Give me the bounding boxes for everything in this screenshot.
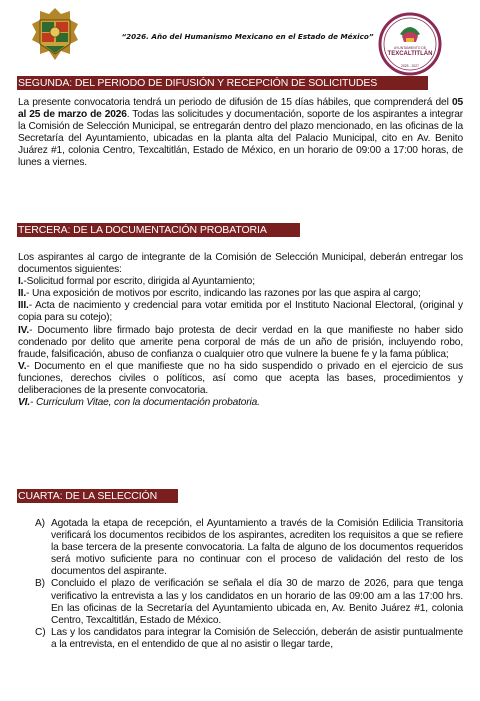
logo-line-2: TEXCALTITLÁN	[387, 51, 433, 57]
list-item-text: Agotada la etapa de recepción, el Ayuntamiento a través de la Comisión Edilicia Transitoria verificará los documentos recibidos de los aspirantes, acrediten los requisitos a que se refiere la base tercera de la presente convocatoria. La falta de alguno de los documentos requeridos será motivo suficiente para no continuar con el proceso de validación del resto de los documentos del aspirante.	[51, 518, 463, 578]
document-item	[18, 361, 463, 397]
list-marker: B)	[35, 578, 45, 590]
item-text: -Solicitud formal por escrito, dirigida al Ayuntamiento;	[23, 276, 255, 288]
list-item	[35, 578, 463, 626]
municipal-shield-logo	[30, 6, 80, 62]
item-text: - Curriculum Vitae, con la documentación probatoria.	[30, 397, 260, 409]
section-segunda-paragraph	[18, 97, 463, 170]
list-item-text: Las y los candidatos para integrar la Comisión de Selección, deberán de asistir puntualmente a la entrevista, en el entendido de que al no asistir o llegar tarde,	[51, 626, 463, 650]
item-text: - Acta de nacimiento y credencial para votar emitida por el Instituto Nacional Electoral, (original y copia para su cotejo);	[18, 300, 463, 324]
item-number: I.	[18, 276, 24, 288]
section-title-segunda: SEGUNDA: DEL PERIODO DE DIFUSIÓN Y RECEPCIÓN DE SOLICITUDES	[17, 76, 428, 90]
document-item	[18, 288, 463, 300]
segunda-text-a: La presente convocatoria tendrá un periodo de difusión de 15 días hábiles, que comprenderá del	[18, 97, 452, 108]
item-number: II.	[18, 288, 27, 300]
item-text: - Documento en el que manifieste que no ha sido suspendido o privado en el ejercicio de sus funciones, derechos civiles o políticos, así como que acepta las bases, procedimientos y deliberaciones de la presente convocatoria.	[18, 360, 463, 397]
item-text: - Documento libre firmado bajo protesta de decir verdad en la que manifieste no haber sido condenado por delito que amerite pena corporal de más de un año de prisión, incluyendo robo, fraude, falsificación, abuso de confianza o cualquier otro que vulnere la buene fe y la fama pública;	[18, 324, 463, 360]
document-item	[18, 325, 463, 361]
section-tercera-body	[18, 252, 463, 409]
logo-line-3: 2025 - 2027	[400, 64, 420, 68]
document-item	[18, 397, 463, 409]
section-title-cuarta: CUARTA: DE LA SELECCIÓN	[17, 489, 178, 503]
list-item-text: Concluido el plazo de verificación se señala el día 30 de marzo de 2026, para que tenga verificativo la entrevista a las y los candidatos en un horario de las 09:00 am a las 17:00 hrs. En las oficinas de la Secretaría del Ayuntamiento ubicada en, Av. Benito Juárez #1, colonia Centro, Texcaltitlán, Estado de México.	[51, 578, 463, 626]
segunda-text-b: . Todas las solicitudes y documentación, soporte de los aspirantes a integrar la Comisión de Selección Municipal, se entregarán dentro del plazo mencionado, en las oficinas de la Secretaría del Ayuntamiento, ubicadas en la planta alta del Palacio Municipal, cito en Av. Benito Juárez #1, colonia Centro, Texcaltitlán, Estado de México, en un horario de 09:00 a 17:00 horas, de lunes a viernes.	[18, 109, 463, 169]
list-item	[35, 518, 463, 578]
item-number: IV.	[18, 324, 30, 336]
list-item	[35, 627, 463, 651]
header-quote: “2026. Año del Humanismo Mexicano en el Estado de México”	[121, 32, 374, 41]
tercera-intro: Los aspirantes al cargo de integrante de la Comisión de Selección Municipal, deberán entregar los documentos siguientes:	[18, 252, 463, 276]
list-marker: C)	[35, 626, 46, 638]
ayuntamiento-logo	[378, 12, 442, 76]
selection-steps-list	[35, 518, 463, 651]
segunda-dates: 05 al 25 de marzo de 2026	[18, 97, 463, 121]
document-item	[18, 276, 463, 288]
item-number: VI.	[18, 397, 31, 409]
item-number: V.	[18, 360, 27, 372]
section-title-tercera: TERCERA: DE LA DOCUMENTACIÓN PROBATORIA	[17, 223, 300, 237]
item-number: III.	[18, 300, 29, 312]
item-text: - Una exposición de motivos por escrito, indicando las razones por las que aspira al cargo;	[26, 288, 421, 300]
logo-line-1: AYUNTAMIENTO DE	[393, 46, 427, 50]
document-item	[18, 300, 463, 324]
list-marker: A)	[35, 518, 45, 529]
